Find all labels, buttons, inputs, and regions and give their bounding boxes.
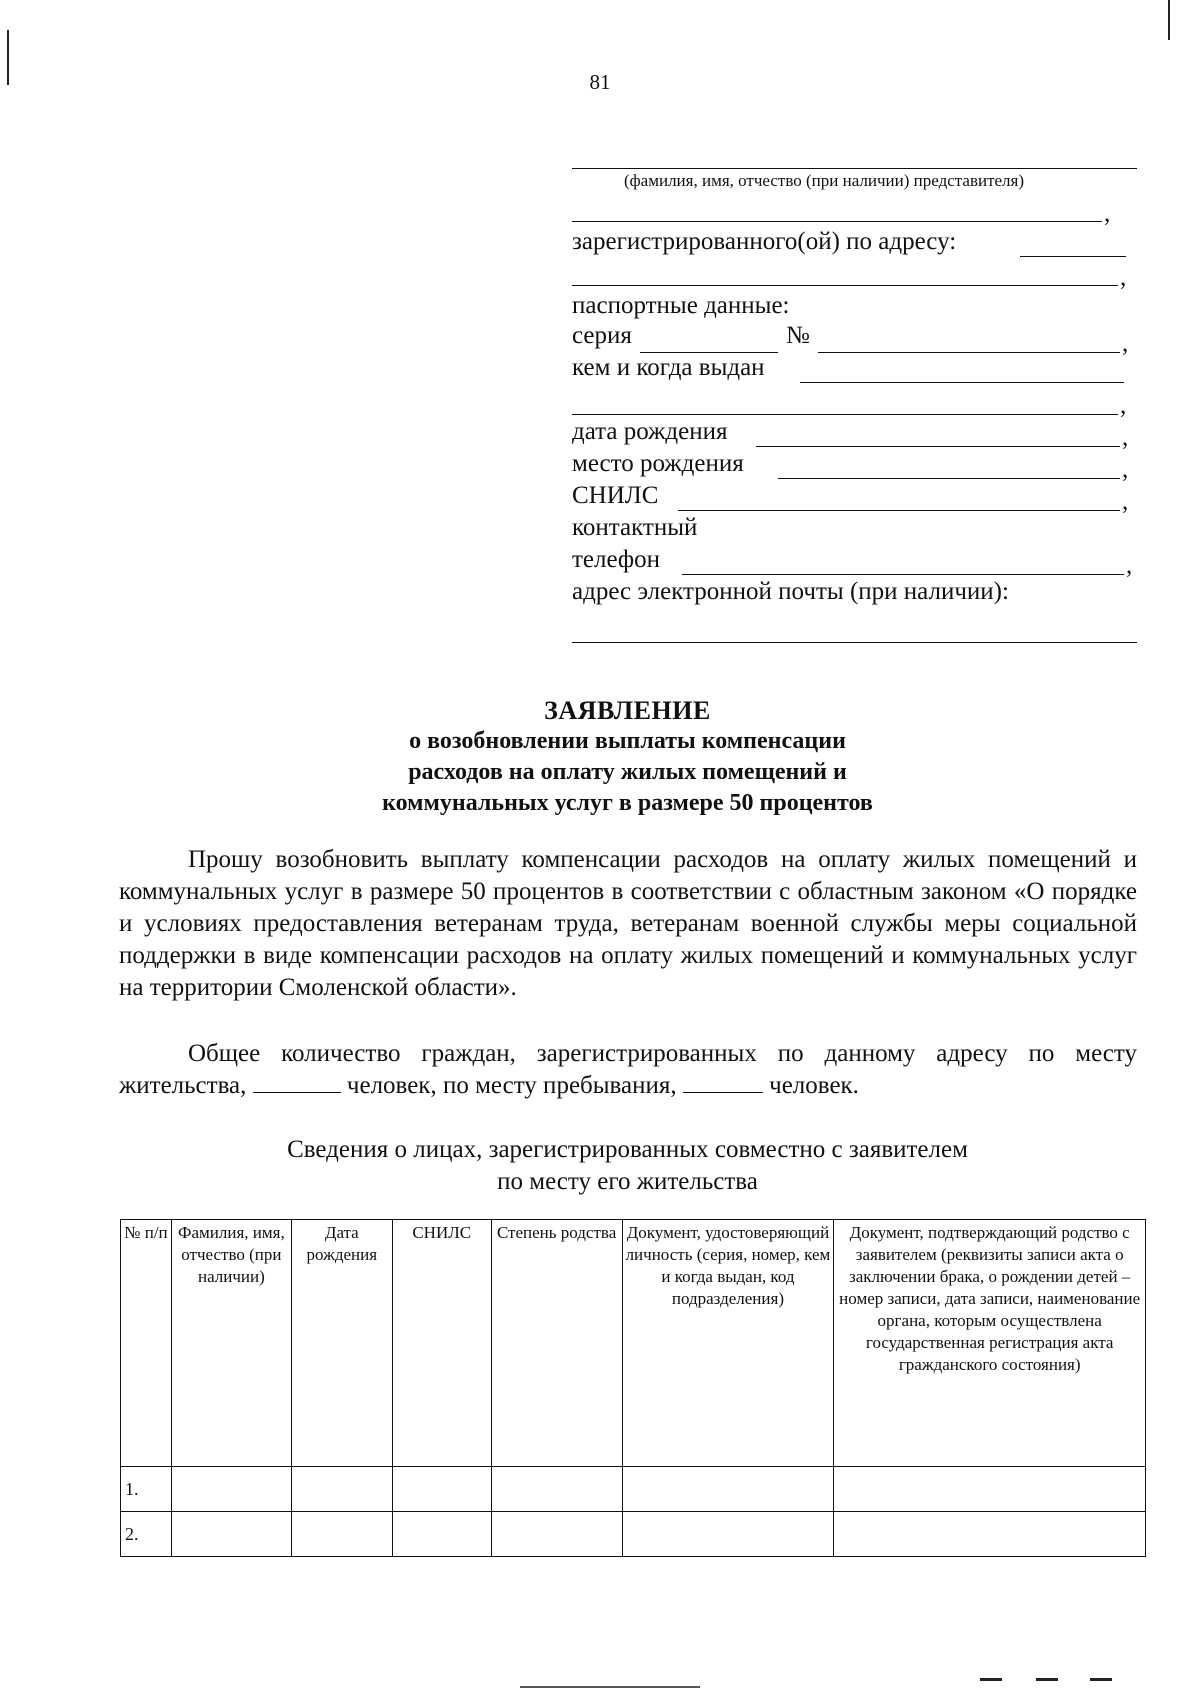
comma: , — [1126, 552, 1133, 579]
title-line: о возобновлении выплаты компенсации — [409, 728, 846, 754]
birth-date-label: дата рождения — [572, 418, 728, 445]
table-cell[interactable] — [392, 1512, 491, 1557]
header-kinship-document: Документ, подтверждающий родство с заявителем (реквизиты записи акта о заключении брака, о рождении детей – номер записи, дата записи, наименование органа, которым осуществлена государственная регистрация акта гражданского состояния) — [834, 1220, 1146, 1467]
table-cell[interactable] — [491, 1512, 622, 1557]
header-kinship: Степень родства — [491, 1220, 622, 1467]
row-number: 2. — [121, 1512, 172, 1557]
header-snils: СНИЛС — [392, 1220, 491, 1467]
residence-count-blank — [253, 1070, 341, 1093]
number-label: № — [786, 322, 810, 349]
email-label: адрес электронной почты (при наличии): — [572, 578, 1009, 605]
comma: , — [1120, 264, 1127, 291]
table-title-line: по месту его жительства — [497, 1168, 758, 1195]
snils-label: СНИЛС — [572, 482, 659, 509]
series-line — [640, 352, 778, 353]
title-main: ЗАЯВЛЕНИЕ — [544, 696, 711, 725]
stay-label: человек, по месту пребывания, — [346, 1072, 677, 1099]
email-line — [572, 642, 1137, 643]
issued-label: кем и когда выдан — [572, 354, 765, 381]
scan-edge-mark — [980, 1678, 1002, 1681]
table-header-row — [121, 1220, 1146, 1467]
document-title — [0, 695, 1200, 819]
comma: , — [1122, 424, 1129, 451]
comma: , — [1104, 200, 1111, 227]
table-title-line: Сведения о лицах, зарегистрированных совместно с заявителем — [287, 1136, 968, 1163]
comma: , — [1122, 330, 1129, 357]
scan-edge-mark — [1090, 1678, 1112, 1681]
representative-caption: (фамилия, имя, отчество (при наличии) представителя) — [624, 171, 1025, 190]
table-cell[interactable] — [392, 1467, 491, 1512]
issued-line — [800, 382, 1124, 383]
co-registered-persons-table — [120, 1219, 1146, 1557]
scan-edge-mark — [1168, 0, 1170, 40]
table-row — [121, 1467, 1146, 1512]
table-row — [121, 1512, 1146, 1557]
passport-label: паспортные данные: — [572, 292, 790, 319]
comma: , — [1122, 456, 1129, 483]
header-birth-date: Дата рождения — [291, 1220, 392, 1467]
comma: , — [1122, 488, 1129, 515]
phone-line — [682, 574, 1124, 575]
table-cell[interactable] — [491, 1467, 622, 1512]
header-number: № п/п — [121, 1220, 172, 1467]
birth-place-line — [778, 478, 1120, 479]
page-number: 81 — [589, 70, 611, 94]
citizens-count-paragraph — [119, 1038, 1137, 1102]
title-line: расходов на оплату жилых помещений и — [408, 759, 847, 785]
birth-date-line — [756, 446, 1120, 447]
table-title — [0, 1134, 1200, 1198]
row-number: 1. — [121, 1467, 172, 1512]
birth-place-label: место рождения — [572, 450, 744, 477]
representative-name-line — [572, 168, 1137, 169]
blank-line — [572, 221, 1102, 222]
table-cell[interactable] — [291, 1512, 392, 1557]
number-line — [818, 352, 1120, 353]
stay-count-blank — [683, 1070, 763, 1093]
table-cell[interactable] — [171, 1512, 291, 1557]
snils-line — [678, 510, 1120, 511]
title-line: коммунальных услуг в размере 50 процентов — [382, 790, 873, 816]
registered-address-label: зарегистрированного(ой) по адресу: — [572, 228, 957, 255]
contact-label: контактный — [572, 514, 698, 541]
scan-edge-mark — [1036, 1678, 1058, 1681]
table-cell[interactable] — [834, 1467, 1146, 1512]
table-cell[interactable] — [834, 1512, 1146, 1557]
comma: , — [1120, 392, 1127, 419]
address-line-2 — [572, 285, 1118, 286]
phone-label: телефон — [572, 546, 660, 573]
scan-edge-mark — [520, 1686, 700, 1688]
series-label: серия — [572, 322, 632, 349]
table-cell[interactable] — [622, 1512, 834, 1557]
header-full-name: Фамилия, имя, отчество (при наличии) — [171, 1220, 291, 1467]
table-cell[interactable] — [622, 1467, 834, 1512]
table-cell[interactable] — [291, 1467, 392, 1512]
persons-label: человек. — [769, 1072, 859, 1099]
residence-label: жительства, — [119, 1072, 247, 1099]
issued-line-2 — [572, 414, 1118, 415]
table-cell[interactable] — [171, 1467, 291, 1512]
address-line — [1020, 256, 1126, 257]
header-identity-document: Документ, удостоверяющий личность (серия, номер, кем и когда выдан, код подразделения) — [622, 1220, 834, 1467]
citizens-count-line: Общее количество граждан, зарегистрированных по данному адресу по месту — [188, 1040, 1137, 1067]
request-paragraph: Прошу возобновить выплату компенсации расходов на оплату жилых помещений и коммунальных услуг в размере 50 процентов в соответствии с областным законом «О порядке и условиях предоставления ветеранам труда, ветеранам военной службы меры социальной поддержки в виде компенсации расходов на оплату жилых помещений и коммунальных услуг на территории Смоленской области». — [119, 846, 1137, 1001]
